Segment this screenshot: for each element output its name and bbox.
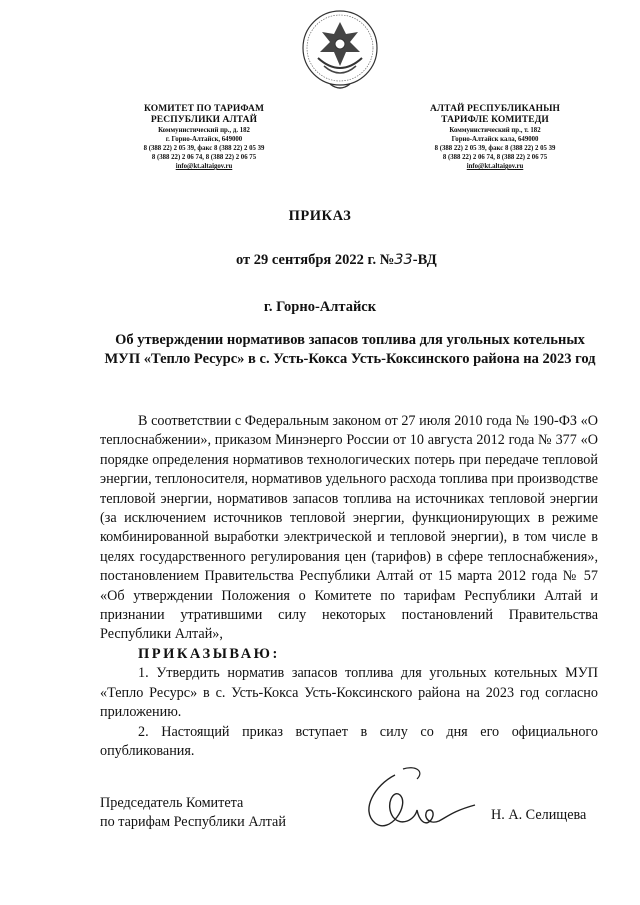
city: г. Горно-Алтайск — [263, 299, 377, 315]
email-link[interactable]: info@kt.altaigov.ru — [175, 163, 233, 170]
org-name-line2: ТАРИФЛЕ КОМИТЕДИ — [441, 115, 549, 125]
header-right — [400, 104, 590, 171]
address-line1: Коммунистический пр., д. 182 — [158, 127, 250, 134]
signatory-title-line1: Председатель Комитета — [100, 795, 244, 811]
preamble-paragraph: В соответствии с Федеральным законом от 27 июля 2010 года № 190-ФЗ «О теплоснабжении», приказом Минэнерго России от 10 августа 2012 года № 377 «О порядке определения нормативов технологических потерь при передаче тепловой энергии, теплоносителя, нормативов удельного расхода топлива при производстве тепловой энергии, нормативов запасов топлива на источниках тепловой энергии (за исключением источников тепловой энергии, функционирующих в режиме комбинированной выработки электрической и тепловой энергии), в том числе в целях государственного регулирования цен (тарифов) в сфере теплоснабжения», постановлением Правительства Республики Алтай от 15 марта 2012 года № 57 «Об утверждении Положения о Комитете по тарифам Республики Алтай и признании утратившими силу некоторых постановлений Правительства Республики Алтай», — [100, 413, 598, 643]
phone-line1: 8 (388 22) 2 05 39, факс 8 (388 22) 2 05 39 — [434, 145, 556, 152]
address-line2: г. Горно-Алтайск, 649000 — [165, 136, 243, 143]
handwritten-signature — [355, 765, 485, 837]
phone-line1: 8 (388 22) 2 05 39, факс 8 (388 22) 2 05 39 — [143, 145, 265, 152]
order-number-suffix: -ВД — [412, 252, 437, 268]
document-body — [100, 412, 598, 761]
signatory-name: Н. А. Селищева — [491, 807, 587, 823]
coat-of-arms-emblem — [300, 8, 380, 96]
signatory-title — [100, 794, 286, 832]
decree-item-2: 2. Настоящий приказ вступает в силу со дня его официального опубликования. — [100, 723, 598, 759]
document-title: ПРИКАЗ — [288, 208, 352, 224]
email-link[interactable]: info@kt.altaigov.ru — [466, 163, 524, 170]
decree-heading: ПРИКАЗЫВАЮ: — [138, 645, 280, 662]
phone-line2: 8 (388 22) 2 06 74, 8 (388 22) 2 06 75 — [151, 154, 257, 161]
order-number: 33 — [394, 252, 413, 268]
org-name-line2: РЕСПУБЛИКИ АЛТАЙ — [150, 115, 258, 125]
order-date-number — [236, 252, 437, 269]
signatory-title-line2: по тарифам Республики Алтай — [100, 814, 286, 830]
order-subject: Об утверждении нормативов запасов топлива для угольных котельных МУП «Тепло Ресурс» в с. Усть-Кокса Усть-Коксинского района на 2023 год — [104, 332, 596, 367]
org-name-line1: КОМИТЕТ ПО ТАРИФАМ — [143, 104, 265, 114]
header-left — [104, 104, 304, 171]
decree-item-1: 1. Утвердить норматив запасов топлива для угольных котельных МУП «Тепло Ресурс» в с. Усть-Кокса Усть-Коксинского района на 2023 год согласно приложению. — [100, 665, 598, 721]
phone-line2: 8 (388 22) 2 06 74, 8 (388 22) 2 06 75 — [442, 154, 548, 161]
org-name-line1: АЛТАЙ РЕСПУБЛИКАНЫН — [429, 104, 561, 114]
address-line2: Горно-Алтайск кала, 649000 — [451, 136, 539, 143]
address-line1: Коммунистический пр., т. 182 — [449, 127, 541, 134]
order-date: от 29 сентября 2022 г. № — [236, 252, 395, 268]
